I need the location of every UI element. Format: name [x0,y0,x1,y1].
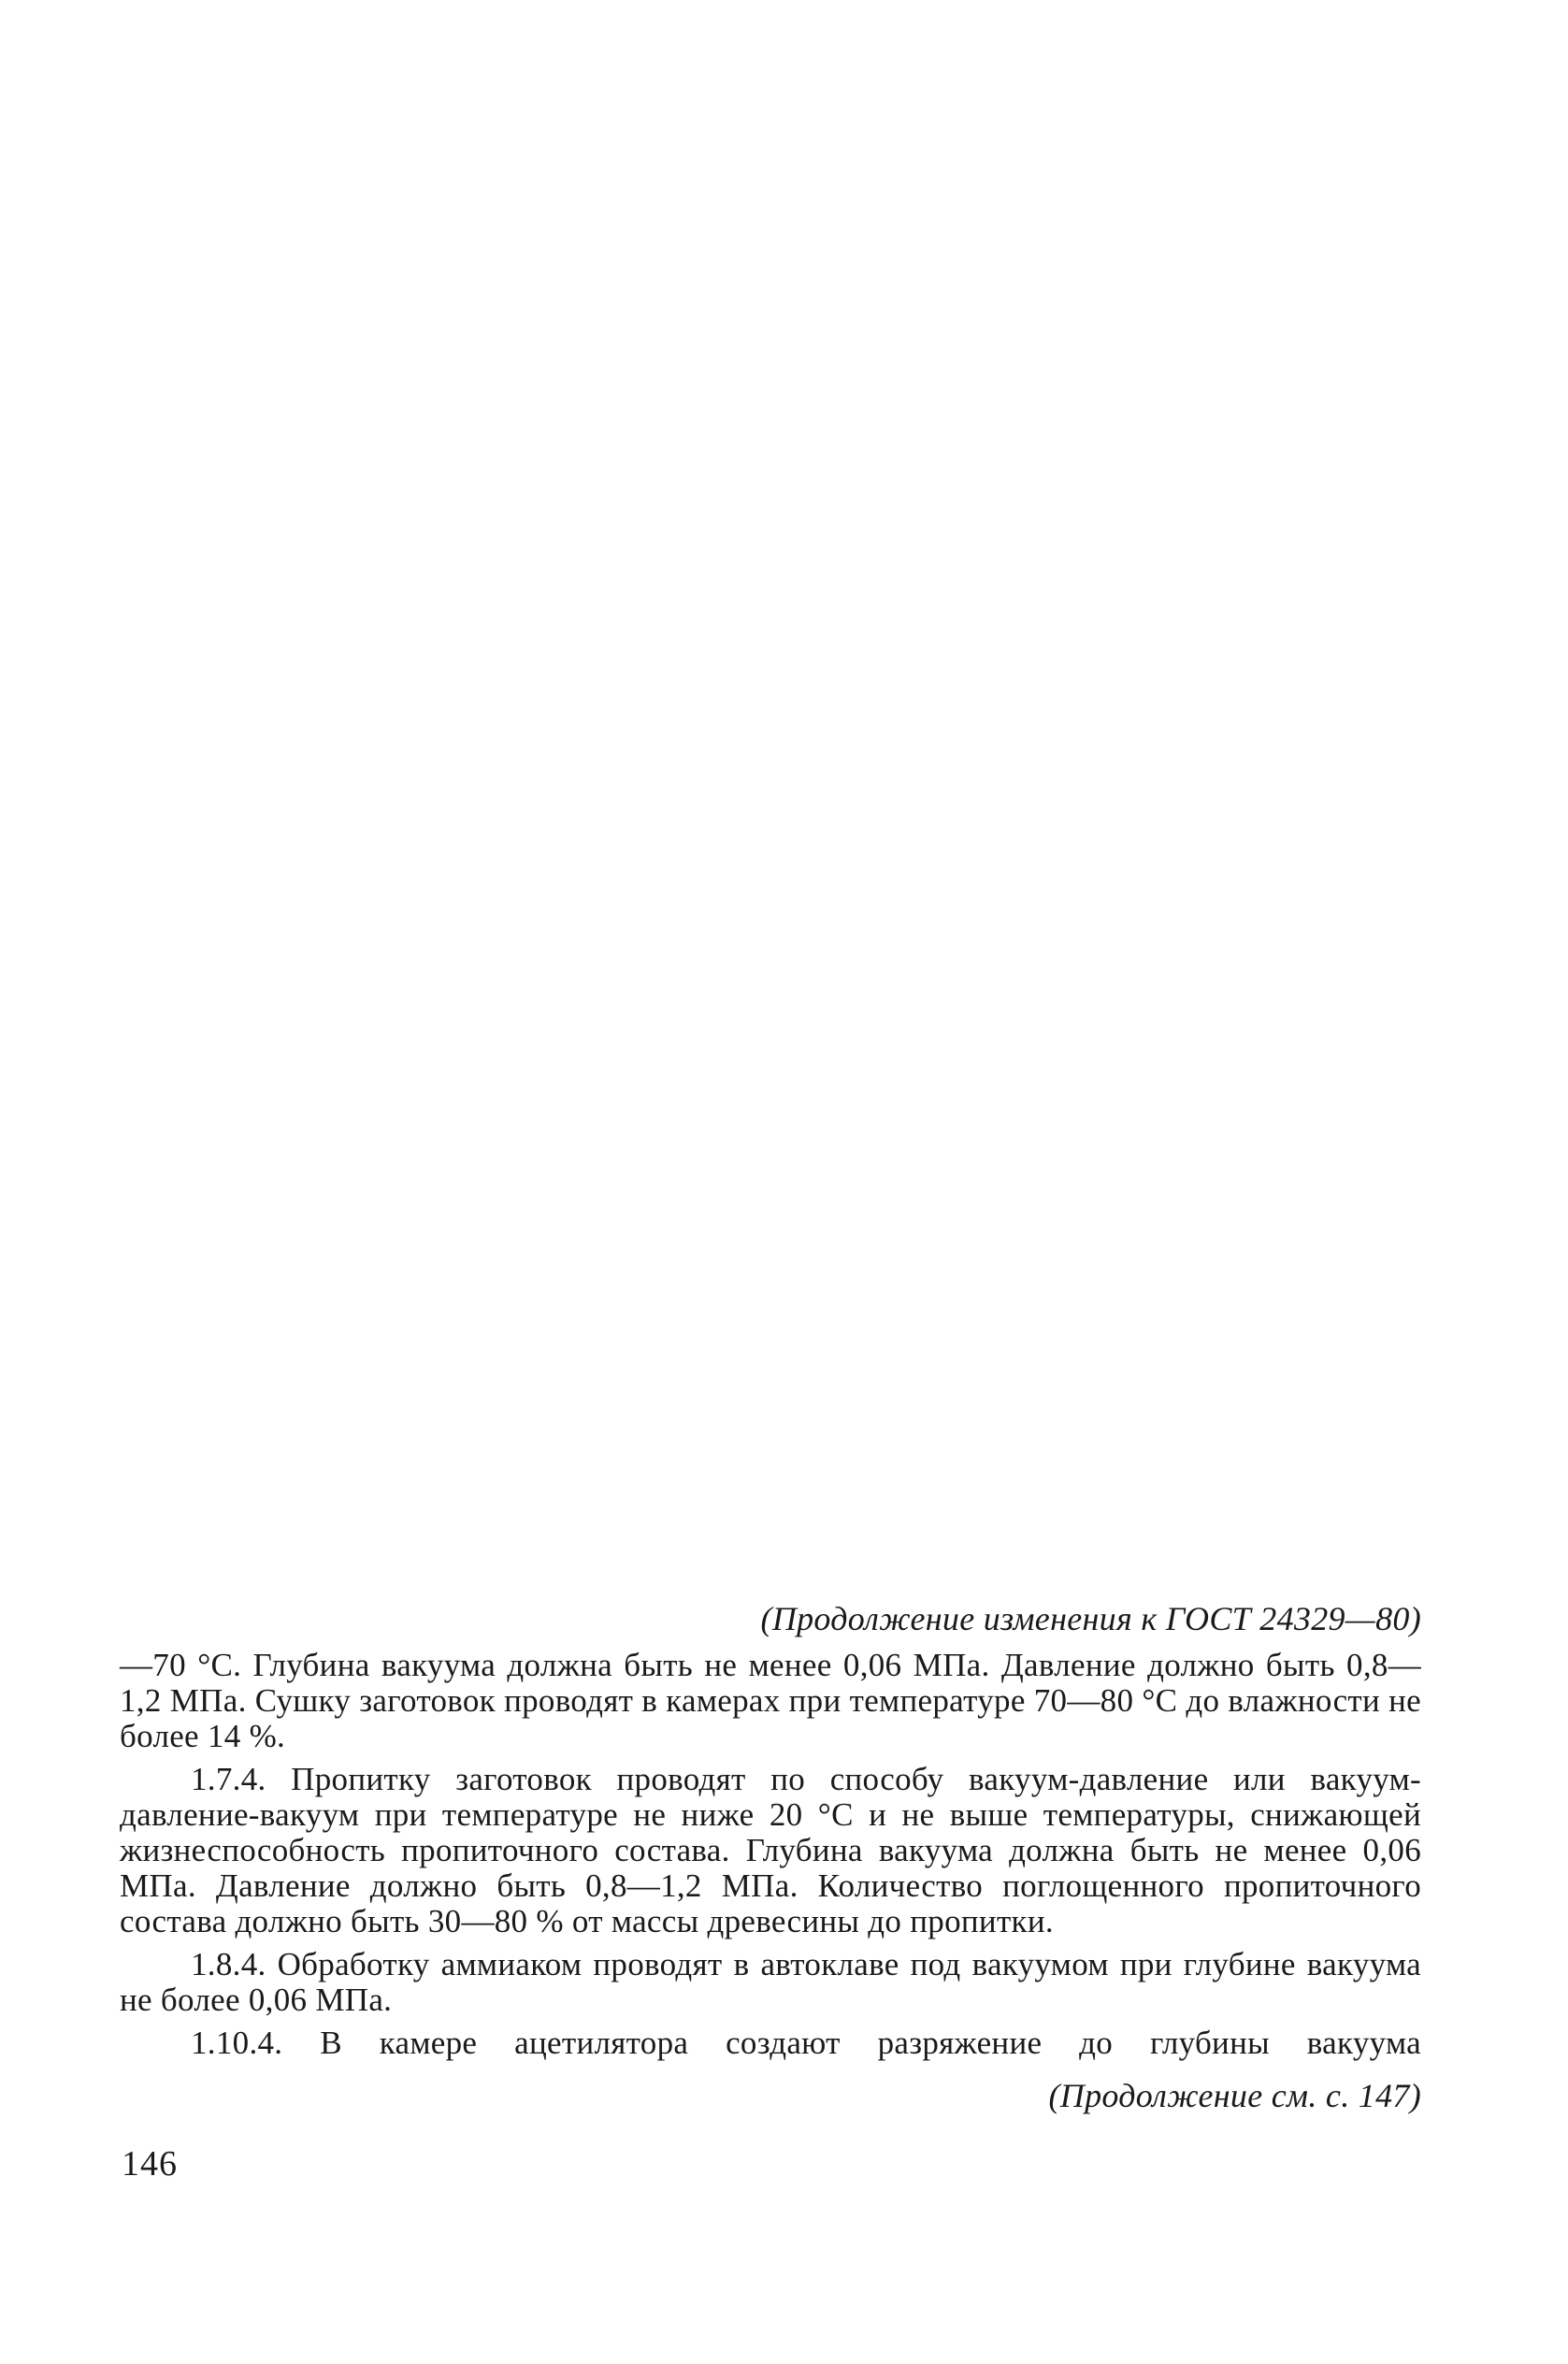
paragraph-continuation: —70 °С. Глубина вакуума должна быть не менее 0,06 МПа. Давление должно быть 0,8—1,2 МПа. Сушку заготовок проводят в камерах при температуре 70—80 °С до влажности не более 14 %. [120,1647,1421,1754]
continuation-footer: (Продолжение см. с. 147) [1048,2077,1421,2114]
paragraph-1-7-4: 1.7.4. Пропитку заготовок проводят по способу вакуум-давление или вакуум-давление-вакуум при температуре не ниже 20 °С и не выше температуры, снижающей жизнеспособность пропиточного состава. Глубина вакуума должна быть не менее 0,06 МПа. Давление должно быть 0,8—1,2 МПа. Количество поглощенного пропиточного состава должно быть 30—80 % от массы древесины до пропитки. [120,1761,1421,1939]
continuation-header: (Продолжение изменения к ГОСТ 24329—80) [760,1600,1421,1637]
paragraph-1-8-4: 1.8.4. Обработку аммиаком проводят в автоклаве под вакуумом при глубине вакуума не более 0,06 МПа. [120,1946,1421,2018]
paragraph-1-10-4: 1.10.4. В камере ацетилятора создают разряжение до глубины вакуума [191,2025,1421,2061]
text-block [120,1601,1421,2113]
page-number: 146 [122,2144,178,2184]
